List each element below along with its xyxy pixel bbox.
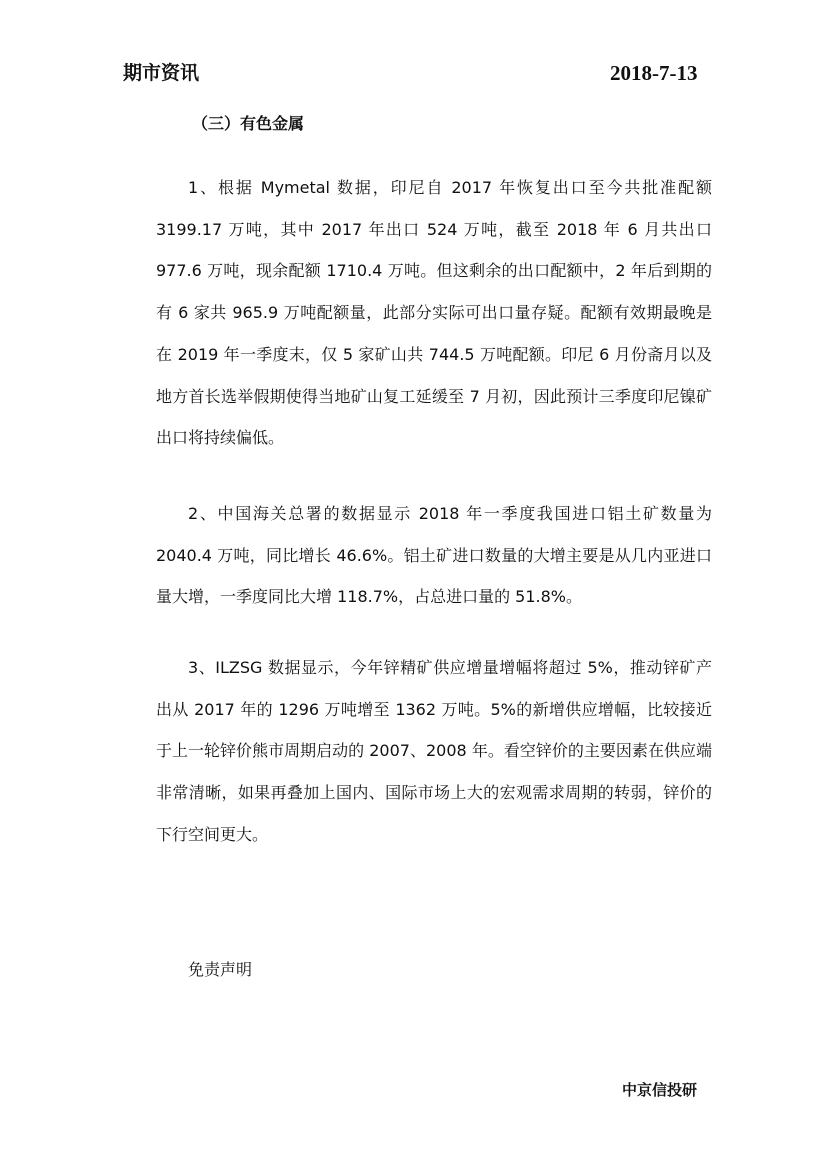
- section-title: （三）有色金属: [192, 114, 305, 133]
- paragraph-nickel: 1、根据 Mymetal 数据，印尼自 2017 年恢复出口至今共批准配额 3199.17 万吨，其中 2017 年出口 524 万吨，截至 2018 年 6 月共出口 977.6 万吨，现余配额 1710.4 万吨。但这剩余的出口配额中，2 年后到期的有 6 家共 965.9 万吨配额量，此部分实际可出口量存疑。配额有效期最晚是在 2019 年一季度末，仅 5 家矿山共 744.5 万吨配额。印尼 6 月份斋月以及地方首长选举假期使得当地矿山复工延缓至 7 月初，因此预计三季度印尼镍矿出口将持续偏低。: [156, 178, 712, 448]
- header-title: 期市资讯: [123, 62, 200, 84]
- footer-company: 中京信投研: [622, 1081, 698, 1099]
- paragraph-bauxite: 2、中国海关总署的数据显示 2018 年一季度我国进口铝土矿数量为 2040.4 万吨，同比增长 46.6%。铝土矿进口数量的大增主要是从几内亚进口量大增，一季度同比大增 118.7%，占总进口量的 51.8%。: [156, 504, 712, 607]
- header-date: 2018-7-13: [610, 61, 698, 85]
- paragraph-zinc: 3、ILZSG 数据显示，今年锌精矿供应增量增幅将超过 5%，推动锌矿产出从 2017 年的 1296 万吨增至 1362 万吨。5%的新增供应增幅，比较接近于上一轮锌价熊市周期启动的 2007、2008 年。看空锌价的主要因素在供应端非常清晰，如果再叠加上国内、国际市场上大的宏观需求周期的转弱，锌价的下行空间更大。: [156, 658, 712, 844]
- disclaimer-heading: 免责声明: [188, 960, 253, 979]
